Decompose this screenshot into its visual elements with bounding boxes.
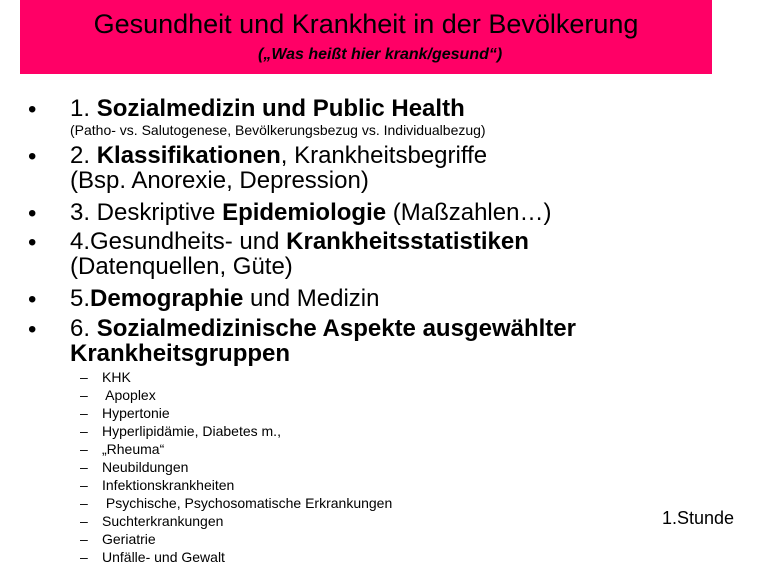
list-item-label: Hyperlipidämie, Diabetes m., xyxy=(102,423,281,439)
dash-marker: – xyxy=(80,423,88,439)
dash-marker: – xyxy=(80,477,88,493)
bullet-bold: Epidemiologie xyxy=(222,199,387,226)
dash-marker: – xyxy=(80,531,88,547)
slide-title: Gesundheit und Krankheit in der Bevölkerung xyxy=(93,9,639,39)
bullet-text xyxy=(70,286,379,311)
bullet-marker: • xyxy=(28,200,37,227)
list-item-label: Geriatrie xyxy=(102,531,156,547)
dash-marker: – xyxy=(80,387,88,403)
slide-subtitle: („Was heißt hier krank/gesund“) xyxy=(258,46,503,63)
bullet-bold: Krankheitsstatistiken xyxy=(286,228,529,255)
bullet-prefix: 2. xyxy=(70,142,97,169)
list-item-label: Neubildungen xyxy=(102,459,189,475)
bullet-marker: • xyxy=(28,96,37,123)
title-banner xyxy=(20,0,712,74)
bullet-text xyxy=(70,229,529,254)
bullet-prefix: 6. xyxy=(70,315,97,342)
bullet-prefix: 1. xyxy=(70,95,97,122)
dash-marker: – xyxy=(80,513,88,529)
bullet-bold: Sozialmedizin und Public Health xyxy=(96,95,465,122)
list-item-label: Unfälle- und Gewalt xyxy=(102,549,225,565)
list-item-label: Infektionskrankheiten xyxy=(102,477,235,493)
bullet-prefix: 3. Deskriptive xyxy=(70,199,223,226)
bullet-bold: Demographie xyxy=(90,285,244,312)
bullet-prefix: 4.Gesundheits- und xyxy=(70,228,287,255)
bullet-text-line2: (Bsp. Anorexie, Depression) xyxy=(70,167,369,194)
bullet-text xyxy=(70,316,576,341)
bullet-marker: • xyxy=(28,229,37,256)
list-item-label: KHK xyxy=(102,369,131,385)
bullet-suffix: , Krankheitsbegriffe xyxy=(280,142,488,169)
bullet-prefix: 5. xyxy=(70,285,91,312)
bullet-text-line2: Krankheitsgruppen xyxy=(70,340,291,367)
bullet-note: (Patho- vs. Salutogenese, Bevölkerungsbezug vs. Individualbezug) xyxy=(70,122,486,138)
dash-marker: – xyxy=(80,405,88,421)
list-item-label: „Rheuma“ xyxy=(102,441,165,457)
bullet-text xyxy=(70,143,487,168)
bullet-text xyxy=(70,200,551,225)
bullet-suffix: und Medizin xyxy=(243,285,380,312)
list-item-label: Suchterkrankungen xyxy=(102,513,224,529)
dash-marker: – xyxy=(80,549,88,565)
list-item-label: Apoplex xyxy=(102,387,156,403)
list-item-label: Hypertonie xyxy=(102,405,170,421)
bullet-text xyxy=(70,96,465,121)
dash-marker: – xyxy=(80,441,88,457)
bullet-marker: • xyxy=(28,316,37,343)
bullet-text-line2: (Datenquellen, Güte) xyxy=(70,253,293,280)
bullet-bold: Sozialmedizinische Aspekte ausgewählter xyxy=(96,315,576,342)
lesson-hour-label: 1.Stunde xyxy=(662,508,735,528)
dash-marker: – xyxy=(80,369,88,385)
dash-marker: – xyxy=(80,495,88,511)
bullet-bold: Klassifikationen xyxy=(96,142,281,169)
bullet-marker: • xyxy=(28,286,37,313)
dash-marker: – xyxy=(80,459,88,475)
bullet-marker: • xyxy=(28,143,37,170)
bullet-suffix: (Maßzahlen…) xyxy=(386,199,552,226)
list-item-label: Psychische, Psychosomatische Erkrankungen xyxy=(102,495,393,511)
